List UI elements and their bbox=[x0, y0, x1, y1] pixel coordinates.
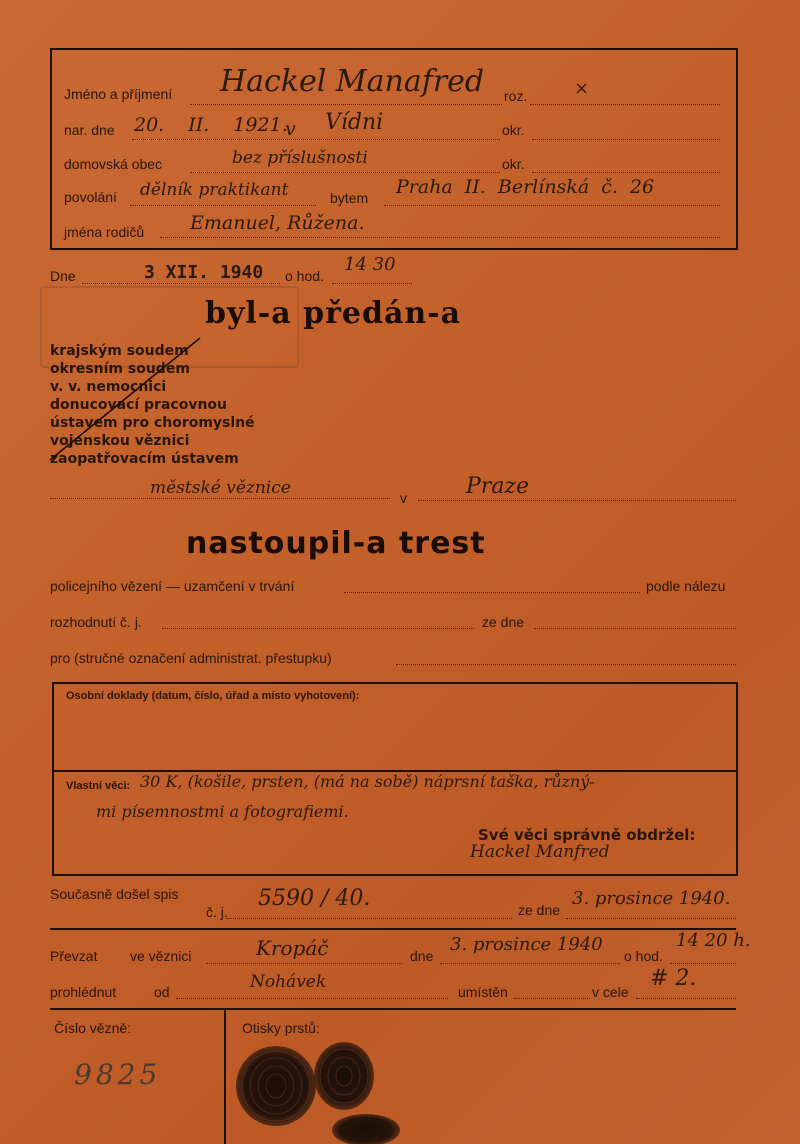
inmate-number-label: Číslo vězně: bbox=[54, 1020, 132, 1036]
residence-value: Praha II. Berlínská č. 26 bbox=[396, 176, 655, 198]
birthplace-prep: v bbox=[285, 118, 296, 140]
fingerprints-label: Otisky prstů: bbox=[242, 1020, 320, 1036]
file-label: Současně došel spis bbox=[50, 886, 179, 902]
place-prep: v bbox=[400, 490, 407, 506]
strike-line bbox=[40, 330, 220, 470]
police-custody-label: policejního vězení — uzamčení v trvání bbox=[50, 578, 295, 594]
decision-date-label: ze dne bbox=[482, 614, 525, 630]
option-regional-court: krajským soudem bbox=[50, 343, 189, 359]
option-military-prison: vojenskou věznici bbox=[50, 433, 190, 449]
option-care-institution: zaopatřovacím ústavem bbox=[50, 451, 239, 467]
option-workhouse: donucovací pracovnou bbox=[50, 397, 228, 413]
custody-hour-value: 14 20 h. bbox=[676, 930, 751, 951]
handover-heading: byl-a předán-a bbox=[205, 296, 462, 331]
received-label: Své věci správně obdržel: bbox=[478, 826, 696, 844]
sentence-heading: nastoupil-a trest bbox=[186, 526, 486, 561]
custody-date-value: 3. prosince 1940 bbox=[450, 934, 603, 955]
placed-label: umístěn bbox=[458, 984, 508, 1000]
name-label: Jméno a příjmení bbox=[64, 86, 173, 102]
file-date-label: ze dne bbox=[518, 902, 561, 918]
own-items-label: Vlastní věci: bbox=[66, 780, 131, 792]
option-hospital: v. v. nemocnici bbox=[50, 379, 167, 395]
hour-value: 14 30 bbox=[344, 254, 396, 275]
signature: Hackel Manfred bbox=[470, 842, 610, 862]
own-items-line2: mi písemnostmi a fotografiemi. bbox=[96, 802, 349, 821]
parents-label: jména rodičů bbox=[64, 224, 145, 240]
cell-value: # 2. bbox=[650, 966, 697, 991]
place-value: Praze bbox=[466, 474, 530, 499]
hour-label: o hod. bbox=[285, 268, 324, 284]
offence-label: pro (stručné označení administrat. přestupku) bbox=[50, 650, 332, 666]
stamp-date: 3 XII. 1940 bbox=[144, 262, 264, 283]
inspected-label: prohlédnut bbox=[50, 984, 117, 1000]
fingerprints-image bbox=[226, 1024, 406, 1144]
verdict-label: podle nálezu bbox=[646, 578, 726, 594]
home-town-value: bez příslušnosti bbox=[232, 148, 368, 168]
home-town-label: domovská obec bbox=[64, 156, 163, 172]
birthplace-value: Vídni bbox=[325, 110, 384, 135]
taken-label: Převzat bbox=[50, 948, 98, 964]
inspected-by-value: Nohávek bbox=[250, 972, 327, 992]
day-label: Dne bbox=[50, 268, 76, 284]
inspected-by-label: od bbox=[154, 984, 170, 1000]
occupation-label: povolání bbox=[64, 189, 117, 205]
decision-label: rozhodnutí č. j. bbox=[50, 614, 142, 630]
born-value: × bbox=[574, 78, 590, 99]
section-divider bbox=[50, 928, 736, 930]
option-asylum: ústavem pro choromyslné bbox=[50, 415, 255, 431]
institution-value: městské věznice bbox=[150, 478, 291, 498]
file-no-label: č. j. bbox=[206, 904, 228, 920]
born-label: roz. bbox=[504, 88, 528, 104]
residence-label: bytem bbox=[330, 190, 369, 206]
prison-value: Kropáč bbox=[256, 936, 329, 960]
parents-value: Emanuel, Růžena. bbox=[190, 212, 365, 234]
birthdate-label: nar. dne bbox=[64, 122, 115, 138]
cell-label: v cele bbox=[592, 984, 629, 1000]
occupation-value: dělník praktikant bbox=[140, 180, 289, 200]
section-divider-2 bbox=[50, 1008, 736, 1010]
prison-label: ve věznici bbox=[130, 948, 192, 964]
file-no-value: 5590 / 40. bbox=[258, 886, 371, 911]
own-items-line1: 30 K, (košile, prsten, (má na sobě) náprsní taška, různý- bbox=[140, 772, 595, 791]
documents-label: Osobní doklady (datum, číslo, úřad a místo vyhotovení): bbox=[66, 690, 360, 702]
inmate-number-value: 9825 bbox=[74, 1058, 162, 1091]
custody-hour-label: o hod. bbox=[624, 948, 663, 964]
birthdate-value: 20. II. 1921. bbox=[134, 114, 288, 136]
file-date-value: 3. prosince 1940. bbox=[572, 888, 731, 909]
district-label: okr. bbox=[502, 122, 525, 138]
option-district-court: okresním soudem bbox=[50, 361, 190, 377]
custody-date-label: dne bbox=[410, 948, 434, 964]
district2-label: okr. bbox=[502, 156, 525, 172]
name-value: Hackel Manafred bbox=[220, 64, 485, 99]
